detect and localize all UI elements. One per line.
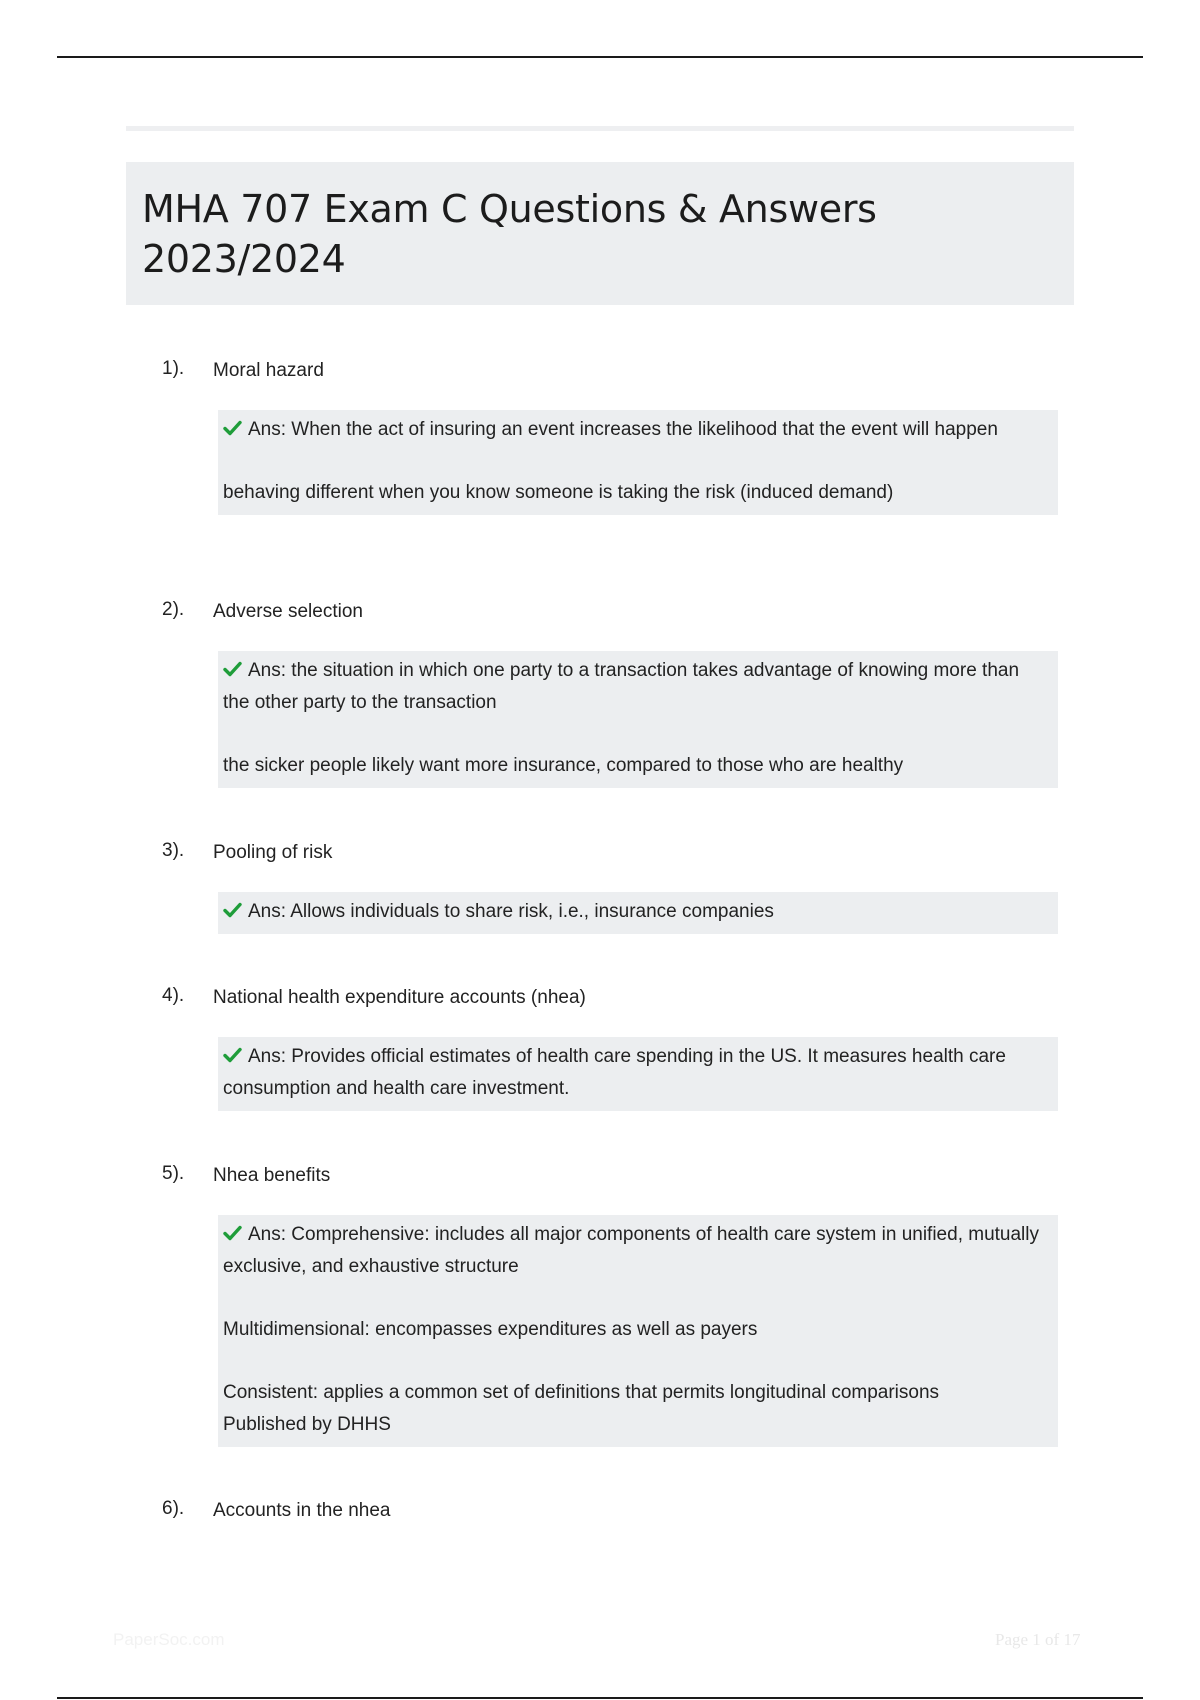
answer-note: Published by DHHS [223, 1414, 391, 1435]
answer-note: Multidimensional: encompasses expenditures as well as payers [223, 1319, 758, 1340]
answer-box [218, 892, 1058, 934]
header-separator [126, 126, 1074, 131]
question-number: 1). [162, 358, 185, 379]
footer-watermark: PaperSoc.com [113, 1630, 225, 1649]
title-line-2: 2023/2024 [142, 237, 346, 281]
answer-text: Ans: Provides official estimates of health care spending in the US. It measures health care consumption and health care investment. [223, 1046, 1006, 1099]
question-number: 4). [162, 985, 185, 1006]
bottom-rule [57, 1697, 1143, 1699]
page-number: Page 1 of 17 [995, 1630, 1081, 1649]
title-banner [126, 162, 1074, 305]
title-line-1: MHA 707 Exam C Questions & Answers [142, 187, 877, 231]
answer-text: Ans: the situation in which one party to a transaction takes advantage of knowing more than the other party to the transaction [223, 660, 1020, 713]
answer-text: Ans: Allows individuals to share risk, i.e., insurance companies [248, 901, 774, 922]
answer-text: Ans: When the act of insuring an event increases the likelihood that the event will happen [248, 419, 998, 440]
answer-note: Consistent: applies a common set of definitions that permits longitudinal comparisons [223, 1382, 940, 1403]
document-title [142, 184, 1058, 284]
answer-text: Ans: Comprehensive: includes all major components of health care system in unified, mutually exclusive, and exhaustive structure [223, 1224, 1039, 1277]
top-rule [57, 56, 1143, 58]
question-text: Nhea benefits [213, 1165, 331, 1186]
checkmark-icon [223, 1042, 242, 1058]
checkmark-icon [223, 1220, 242, 1236]
answer-note: behaving different when you know someone is taking the risk (induced demand) [223, 482, 894, 503]
question-number: 2). [162, 599, 185, 620]
answer-note: the sicker people likely want more insurance, compared to those who are healthy [223, 755, 904, 776]
checkmark-icon [223, 897, 242, 913]
question-text: Adverse selection [213, 601, 363, 622]
question-text: Pooling of risk [213, 842, 333, 863]
checkmark-icon [223, 656, 242, 672]
question-number: 3). [162, 840, 185, 861]
question-number: 6). [162, 1498, 185, 1519]
answer-box [218, 1215, 1058, 1447]
question-text: Moral hazard [213, 360, 324, 381]
question-text: Accounts in the nhea [213, 1500, 391, 1521]
checkmark-icon [223, 415, 242, 431]
question-number: 5). [162, 1163, 185, 1184]
answer-box [218, 410, 1058, 515]
question-text: National health expenditure accounts (nhea) [213, 987, 586, 1008]
answer-box [218, 651, 1058, 788]
answer-box [218, 1037, 1058, 1111]
